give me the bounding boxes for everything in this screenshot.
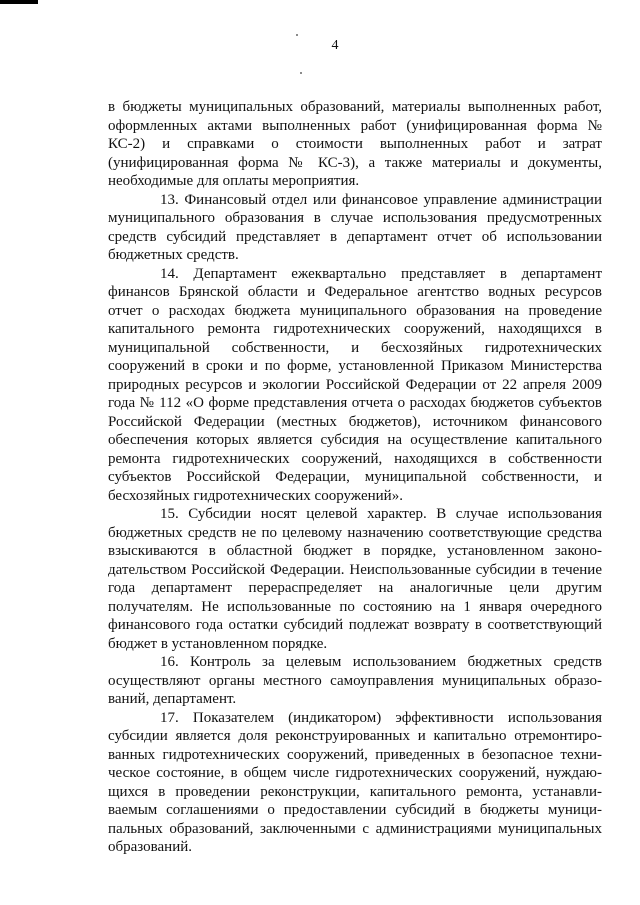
- paragraph-16: 16. Контроль за целевым использованием бюджетных средств осуществляют органы местного самоуправления муниципальных образо- ваний, департамент.: [108, 654, 602, 707]
- paragraph-17: 17. Показателем (индикатором) эффективности использования субсидии является доля реконструированных и капитально отремонтиро- ванных гидротехнических сооружений, приведенных в безопасное техни- ческое состояние, в общем числе гидротехнических сооружений, нуждаю- щихся в проведении реконструкции, капитального ремонта, устанавли- ваемым соглашениями о предоставлении субсидий в бюджеты муници- пальных образований, заключенными с администрациями муниципальных образований.: [108, 709, 602, 855]
- paragraph-15: 15. Субсидии носят целевой характер. В случае использования бюджетных средств не по целевому назначению соответствующие средства взыскиваются в областной бюджет в порядке, установленном законо- дательством Российской Федерации. Неиспользованные субсидии в течение года департамент перераспределяет на аналогичные цели другим получателям. Не использованные по состоянию на 1 января очередного финансового года остатки субсидий подлежат возврату в соответствующий бюджет в установленном порядке.: [108, 506, 602, 652]
- scan-edge-mark: [0, 0, 38, 4]
- page-number: 4: [331, 38, 339, 53]
- paragraph-14: 14. Департамент ежеквартально представляет в департамент финансов Брянской области и Федеральное агентство водных ресурсов отчет о расходах бюджета муниципального образования на проведение капитального ремонта гидротехнических сооружений, находящихся в муниципальной собственности, и бесхозяйных гидротехнических сооружений в сроки и по форме, установленной Приказом Министерства природных ресурсов и экологии Российской Федерации от 22 апреля 2009 года № 112 «О форме представления отчета о расходах бюджетов субъектов Российской Федерации (местных бюджетов), источником финансового обеспечения которых является субсидия на осуществление капитального ремонта гидротехнических сооружений, находящихся в собственности субъектов Российской Федерации, муниципальной собственности, и бесхозяйных гидротехнических сооружений».: [108, 265, 602, 504]
- scan-speck: [296, 34, 298, 36]
- paragraph-13: 13. Финансовый отдел или финансовое управление администрации муниципального образования в случае использования предусмотренных средств субсидий представляет в департамент отчет об использовании бюджетных средств.: [108, 191, 602, 263]
- paragraph-continuation: в бюджеты муниципальных образований, материалы выполненных работ, оформленных актами выполненных работ (унифицированная форма № КС-2) и справками о стоимости выполненных работ и затрат (унифицированная форма № КС-3), а также материалы и документы, необходимые для оплаты мероприятия.: [108, 99, 602, 189]
- document-body: [108, 98, 602, 857]
- scan-speck: [300, 72, 302, 74]
